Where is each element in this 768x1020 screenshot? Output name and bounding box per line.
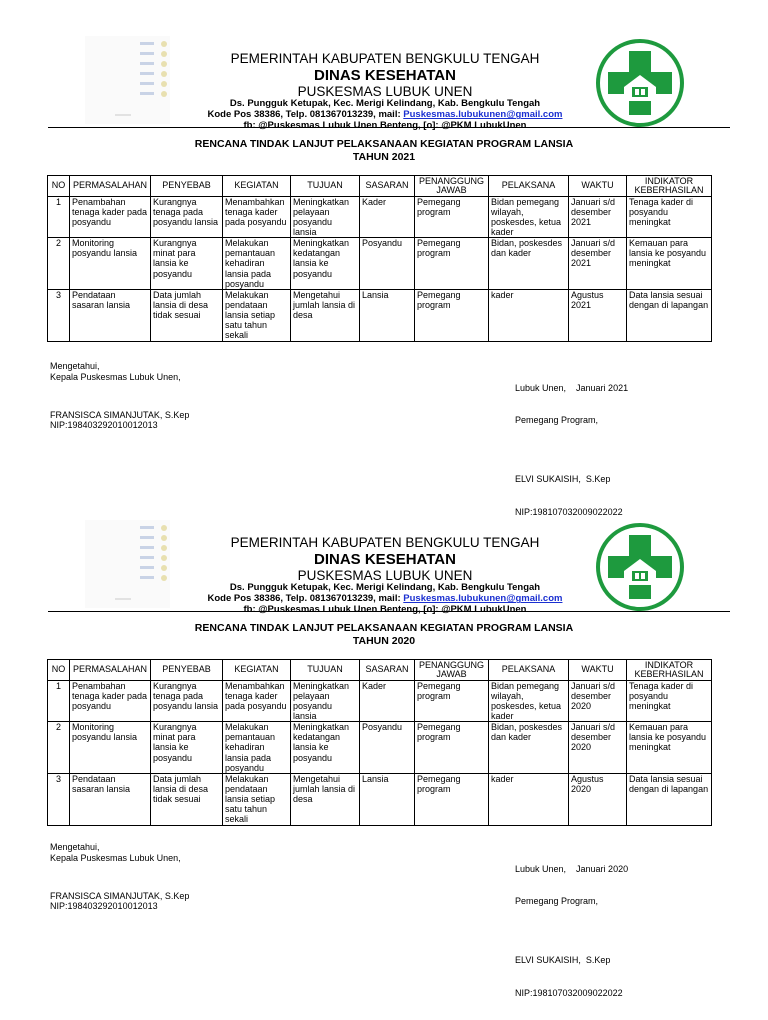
table-cell: Penambahan tenaga kader pada posyandu [70,197,151,238]
table-cell: Data jumlah lansia di desa tidak sesuai [151,289,223,341]
column-header: PENANGGUNG JAWAB [415,660,489,681]
table-cell: Bidan pemegang wilayah, poskesdes, ketua kader [489,681,569,722]
column-header: INDIKATOR KEBERHASILAN [627,176,712,197]
signer-nip: NIP:198403292010012013 [50,901,158,912]
document-title: RENCANA TINDAK LANJUT PELAKSANAAN KEGIATAN PROGRAM LANSIA TAHUN 2021 [0,138,768,163]
column-header: WAKTU [569,660,627,681]
table-cell: Menambahkan tenaga kader pada posyandu [223,681,291,722]
signature-left: Mengetahui, Kepala Puskesmas Lubuk Unen, FRANSISCA SIMANJUTAK, S.Kep NIP:198403292010012013 [50,842,190,912]
table-cell: Januari s/d desember 2020 [569,681,627,722]
table-cell: Bidan pemegang wilayah, poskesdes, ketua kader [489,197,569,238]
column-header: SASARAN [360,660,415,681]
signature-right: Lubuk Unen, Januari 2021 Pemegang Program, ELVI SUKAISIH, S.Kep NIP:198107032009022022 [515,382,629,517]
government-name: PEMERINTAH KABUPATEN BENGKULU TENGAH [230,51,540,66]
table-cell: 2 [48,238,70,289]
thumbnail-image [85,36,170,124]
office-name: PUSKESMAS LUBUK UNEN [297,567,473,583]
signer-name: FRANSISCA SIMANJUTAK, S.Kep [50,409,190,420]
signer-name: FRANSISCA SIMANJUTAK, S.Kep [50,890,190,901]
table-cell: 1 [48,681,70,722]
table-header-row [48,660,712,681]
table-cell: Mengetahui jumlah lansia di desa [291,773,360,825]
address-line: Ds. Pungguk Ketupak, Kec. Merigi Kelindang, Kab. Bengkulu Tengah [229,98,541,110]
government-name: PEMERINTAH KABUPATEN BENGKULU TENGAH [230,535,540,550]
header-divider [48,611,730,612]
health-cross-house-icon [594,521,686,613]
signature-left: Mengetahui, Kepala Puskesmas Lubuk Unen, FRANSISCA SIMANJUTAK, S.Kep NIP:198403292010012013 [50,361,190,431]
contact-line: Kode Pos 38386, Telp. 081367013239, mail: Puskesmas.lubukunen@gmail.com [207,109,563,121]
table-cell: Kurangnya minat para lansia ke posyandu [151,722,223,773]
table-cell: Kurangnya tenaga pada posyandu lansia [151,197,223,238]
table-cell: Melakukan pemantauan kehadiran lansia pada posyandu [223,722,291,773]
table-cell: 1 [48,197,70,238]
column-header: PELAKSANA [489,176,569,197]
action-plan-table [47,659,712,826]
column-header: TUJUAN [291,660,360,681]
column-header: PERMASALAHAN [70,176,151,197]
table-cell: Mengetahui jumlah lansia di desa [291,289,360,341]
table-cell: Pendataan sasaran lansia [70,289,151,341]
table-cell: Monitoring posyandu lansia [70,238,151,289]
table-cell: Pemegang program [415,773,489,825]
table-cell: Kader [360,681,415,722]
table-row [48,197,712,238]
table-header-row [48,176,712,197]
table-cell: Kurangnya minat para lansia ke posyandu [151,238,223,289]
table-cell: Meningkatkan kedatangan lansia ke posyandu [291,722,360,773]
signer-nip: NIP:198107032009022022 [515,987,623,998]
column-header: WAKTU [569,176,627,197]
agency-name: DINAS KESEHATAN [314,66,456,84]
table-cell: Pemegang program [415,289,489,341]
table-cell: Lansia [360,289,415,341]
address-line: Ds. Pungguk Ketupak, Kec. Merigi Kelindang, Kab. Bengkulu Tengah [229,582,541,594]
column-header: KEGIATAN [223,176,291,197]
table-cell: Pendataan sasaran lansia [70,773,151,825]
column-header: INDIKATOR KEBERHASILAN [627,660,712,681]
table-cell: Tenaga kader di posyandu meningkat [627,681,712,722]
signer-nip: NIP:198403292010012013 [50,420,158,431]
table-cell: Posyandu [360,238,415,289]
table-row [48,722,712,773]
table-cell: Monitoring posyandu lansia [70,722,151,773]
table-cell: Pemegang program [415,681,489,722]
column-header: NO [48,176,70,197]
table-cell: Pemegang program [415,722,489,773]
table-cell: Kemauan para lansia ke posyandu meningkat [627,722,712,773]
table-cell: Melakukan pendataan lansia setiap satu tahun sekali [223,773,291,825]
table-cell: Januari s/d desember 2020 [569,722,627,773]
table-cell: Menambahkan tenaga kader pada posyandu [223,197,291,238]
table-row [48,681,712,722]
signer-name: ELVI SUKAISIH, S.Kep [515,474,611,485]
table-cell: 2 [48,722,70,773]
office-name: PUSKESMAS LUBUK UNEN [297,83,473,99]
table-cell: Data jumlah lansia di desa tidak sesuai [151,773,223,825]
table-cell: Pemegang program [415,238,489,289]
table-cell: kader [489,773,569,825]
table-cell: kader [489,289,569,341]
table-cell: Tenaga kader di posyandu meningkat [627,197,712,238]
table-cell: Bidan, poskesdes dan kader [489,722,569,773]
health-cross-house-icon [594,37,686,129]
table-row [48,289,712,341]
table-cell: Januari s/d desember 2021 [569,238,627,289]
letterhead [170,535,600,616]
table-cell: Melakukan pendataan lansia setiap satu tahun sekali [223,289,291,341]
table-cell: Kader [360,197,415,238]
column-header: PERMASALAHAN [70,660,151,681]
action-plan-table [47,175,712,342]
social-line: fb: @Puskesmas Lubuk Unen Benteng, [o]: @PKM LubukUnen [243,604,527,616]
table-cell: 3 [48,773,70,825]
table-cell: Pemegang program [415,197,489,238]
document-title: RENCANA TINDAK LANJUT PELAKSANAAN KEGIATAN PROGRAM LANSIA TAHUN 2020 [0,622,768,647]
column-header: PENYEBAB [151,660,223,681]
table-row [48,238,712,289]
column-header: PENYEBAB [151,176,223,197]
social-line: fb: @Puskesmas Lubuk Unen Benteng, [o]: @PKM LubukUnen [243,120,527,132]
column-header: TUJUAN [291,176,360,197]
document-year: TAHUN 2020 [352,634,416,647]
column-header: KEGIATAN [223,660,291,681]
place-date: Lubuk Unen, Januari 2021 [515,382,629,393]
table-cell: Agustus 2020 [569,773,627,825]
place-date: Lubuk Unen, Januari 2020 [515,863,629,874]
document-year: TAHUN 2021 [352,150,416,163]
column-header: NO [48,660,70,681]
column-header: PENANGGUNG JAWAB [415,176,489,197]
table-cell: Bidan, poskesdes dan kader [489,238,569,289]
signer-nip: NIP:198107032009022022 [515,506,623,517]
letterhead [170,51,600,132]
table-cell: Agustus 2021 [569,289,627,341]
email-link[interactable]: Puskesmas.lubukunen@gmail.com [403,593,563,605]
agency-name: DINAS KESEHATAN [314,550,456,568]
table-cell: Meningkatkan pelayaan posyandu lansia [291,681,360,722]
signer-name: ELVI SUKAISIH, S.Kep [515,955,611,966]
table-cell: Data lansia sesuai dengan di lapangan [627,773,712,825]
table-cell: Kurangnya tenaga pada posyandu lansia [151,681,223,722]
table-cell: Data lansia sesuai dengan di lapangan [627,289,712,341]
table-cell: 3 [48,289,70,341]
header-divider [48,127,730,128]
table-cell: Meningkatkan kedatangan lansia ke posyandu [291,238,360,289]
table-cell: Posyandu [360,722,415,773]
table-cell: Kemauan para lansia ke posyandu meningkat [627,238,712,289]
column-header: PELAKSANA [489,660,569,681]
document-2020 [0,484,768,998]
thumbnail-image [85,520,170,608]
table-cell: Januari s/d desember 2021 [569,197,627,238]
email-link[interactable]: Puskesmas.lubukunen@gmail.com [403,109,563,121]
table-cell: Lansia [360,773,415,825]
signature-right: Lubuk Unen, Januari 2020 Pemegang Program, ELVI SUKAISIH, S.Kep NIP:198107032009022022 [515,863,629,998]
table-cell: Melakukan pemantauan kehadiran lansia pada posyandu [223,238,291,289]
table-cell: Penambahan tenaga kader pada posyandu [70,681,151,722]
contact-line: Kode Pos 38386, Telp. 081367013239, mail: Puskesmas.lubukunen@gmail.com [207,593,563,605]
table-cell: Meningkatkan pelayaan posyandu lansia [291,197,360,238]
table-row [48,773,712,825]
column-header: SASARAN [360,176,415,197]
